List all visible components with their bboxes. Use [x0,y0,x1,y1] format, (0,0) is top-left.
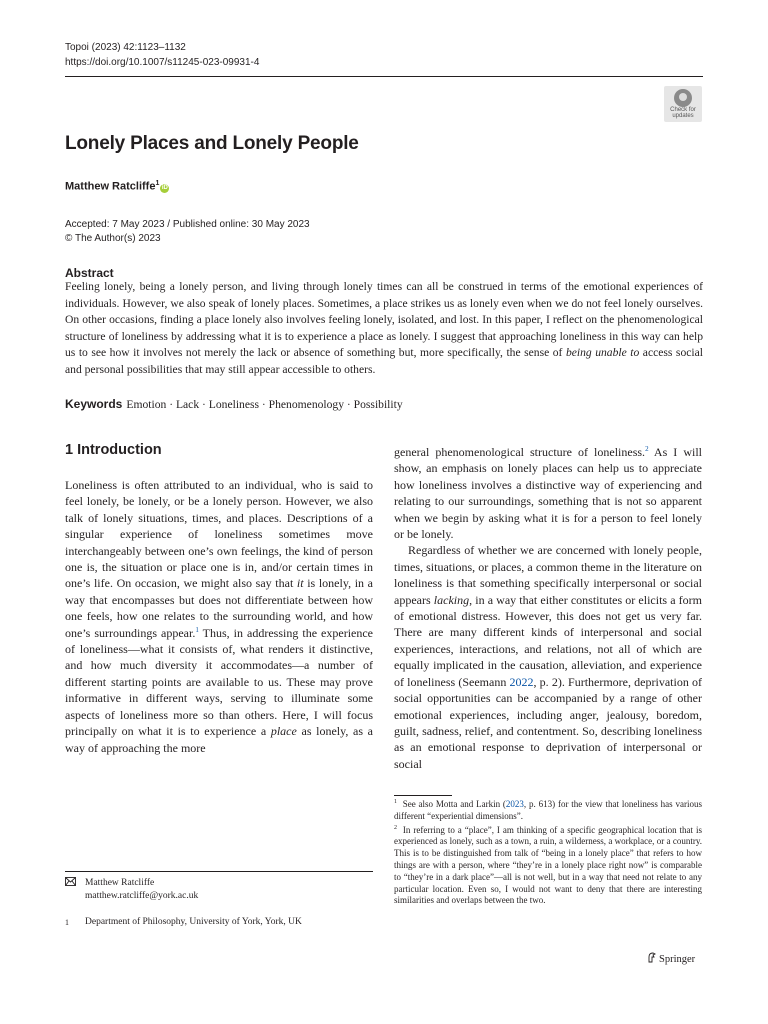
text: As I will show, an emphasis on lonely places can help us to appreciate how loneliness involves a distinctive way of experiencing and relating to our surroundings, something that is not so apparent when we begin by asking what it is for a person to feel lonely or be lonely. [394,445,703,542]
department: Department of Philosophy, University of York, York, UK [85,917,302,927]
doi-link[interactable]: https://doi.org/10.1007/s11245-023-09931-4 [65,57,260,68]
text: as lonely, as a way of approaching the more [65,724,373,755]
keywords-label: Keywords [65,397,123,411]
footnote-number: 2 [394,824,397,831]
abstract-heading: Abstract [65,266,114,280]
footnote-number: 1 [394,799,397,805]
footnote-ref-2[interactable]: 2 [645,445,649,453]
contact-email[interactable]: matthew.ratcliffe@york.ac.uk [85,891,199,901]
affiliation-divider [65,871,373,872]
paragraph [394,542,702,772]
author-line [65,180,169,193]
keywords [65,397,403,411]
italic-text: lacking [433,592,470,607]
publisher-logo [647,952,695,965]
accepted-published: Accepted: 7 May 2023 / Published online: 30 May 2023 [65,219,310,230]
check-for-updates-badge[interactable] [664,86,702,122]
text: , p. 2). Furthermore, deprivation of social opportunities can be accompanied by a range of other emotional experiences, including anger, jealousy, boredom, guilt, sadness, relief, and contentment. So, describing loneliness as an emotional response to deprivation of interpersonal or social [394,674,702,771]
orcid-icon[interactable]: iD [161,184,168,191]
text: is lonely, in a way that encompasses but does not differentiate between how one feels, how one relates to the surrounding world, and how one’s surroundings appear. [65,576,373,640]
copyright: © The Author(s) 2023 [65,233,161,244]
footnote-ref-1[interactable]: 1 [195,625,199,634]
text: See also Motta and Larkin ( [402,799,506,809]
text: Loneliness is often attributed to an individual, who is said to feel lonely, be lonely, or be a lonely person. However, we also talk of lonely situations, times, and places. Descriptions of a singular experience of loneliness sometimes move interchangeably between one’s own feelings, the kind of person one is, the situation or place one is in, and/or certain times in one’s life. On occasion, we might also say that [65,478,373,591]
abstract-text-part: access social and personal possibilities that may still appear accessible to others. [65,346,703,376]
affiliation-row [65,916,373,934]
envelope-icon [65,877,85,903]
text: Thus, in addressing the experience of loneliness—what it consists of, what renders it distinctive, and how much diversity it accommodates—a number of different starting points are available to us. These may prove informative in different ways, serving to illuminate some aspects of loneliness more so than others. Here, I will focus principally on what it is to experience a [65,625,374,739]
keywords-list: Emotion · Lack · Loneliness · Phenomenology · Possibility [126,398,403,411]
right-column [394,444,702,772]
publisher-name: Springer [659,954,696,965]
author-affiliation-marker: 1 [155,180,160,187]
affiliation-number-text: 1 [65,918,69,927]
badge-line-1: Check for [670,107,696,113]
header-meta [65,40,259,70]
italic-text: place [270,724,297,739]
badge-line-2: updates [672,113,694,119]
header-divider [65,76,703,77]
footnote-divider [394,795,452,796]
springer-horse-icon [647,952,656,963]
publication-dates [65,218,310,246]
text: In referring to a “place”, I am thinking of a specific geographical location that is experienced as lonely, such as a town, a ruin, a wilderness, a workplace, or a country. This is to be distinguished from talk of “being in a lonely place” that refers to how things are with a person, where “they’re in a lonely place right now” is comparable to “they’re in a dark place”—all is not well, but in a way that need not relate to any particular location. Even so, I would not want to deny that there are interesting similarities and overlaps between the two. [394,824,702,906]
footnotes [394,797,702,907]
author-name[interactable]: Matthew Ratcliffe [65,180,156,193]
text: general phenomenological structure of loneliness. [394,445,646,459]
abstract-text [65,279,703,378]
footnote-1 [394,797,702,823]
footnote-2 [394,823,702,908]
text: , in a way that either constitutes or elicits a form of emotional distress. However, this does not get us very far. There are many different kinds of interpersonal and social experiences, interactions, and relations, not all of which are equally implicated in the causation, alleviation, and experience of loneliness (Seemann [394,592,702,689]
citation-link[interactable]: 2022 [509,674,534,689]
citation-link[interactable]: 2023 [505,799,524,809]
contact-name: Matthew Ratcliffe [85,878,155,888]
article-title: Lonely Places and Lonely People [65,133,359,154]
left-column [65,477,373,756]
affiliation-number [65,916,85,934]
text: Regardless of whether we are concerned with lonely people, times, situations, or places, a common theme in the literature on loneliness is that something specifically interpersonal or social appears [394,543,702,607]
section-heading: 1 Introduction [65,442,162,458]
paragraph [394,444,702,542]
abstract-italic: being unable to [565,346,640,359]
crossmark-icon [674,89,692,107]
italic-text: it [296,576,304,591]
correspondence [65,877,373,903]
journal-citation: Topoi (2023) 42:1123–1132 [65,42,186,53]
abstract-text-part: Feeling lonely, being a lonely person, and living through lonely times can all be construed in terms of the emotional experiences of individuals. However, we also speak of lonely places. Sometimes, a place strikes us as lonely even when we do not feel lonely ourselves. On other occasions, finding a place lonely also involves feeling lonely, isolated, and lost. In this paper, I reflect on the phenomenological structure of loneliness by addressing what it is to experience a place as lonely. I suggest that approaching loneliness in this way can help us to see how it involves not merely the lack or absence of something but, more specifically, the sense of [65,280,703,359]
text: , p. 613) for the view that loneliness has various different “experiential dimensions”. [394,799,703,821]
paragraph [65,477,373,756]
affiliations [65,877,373,934]
